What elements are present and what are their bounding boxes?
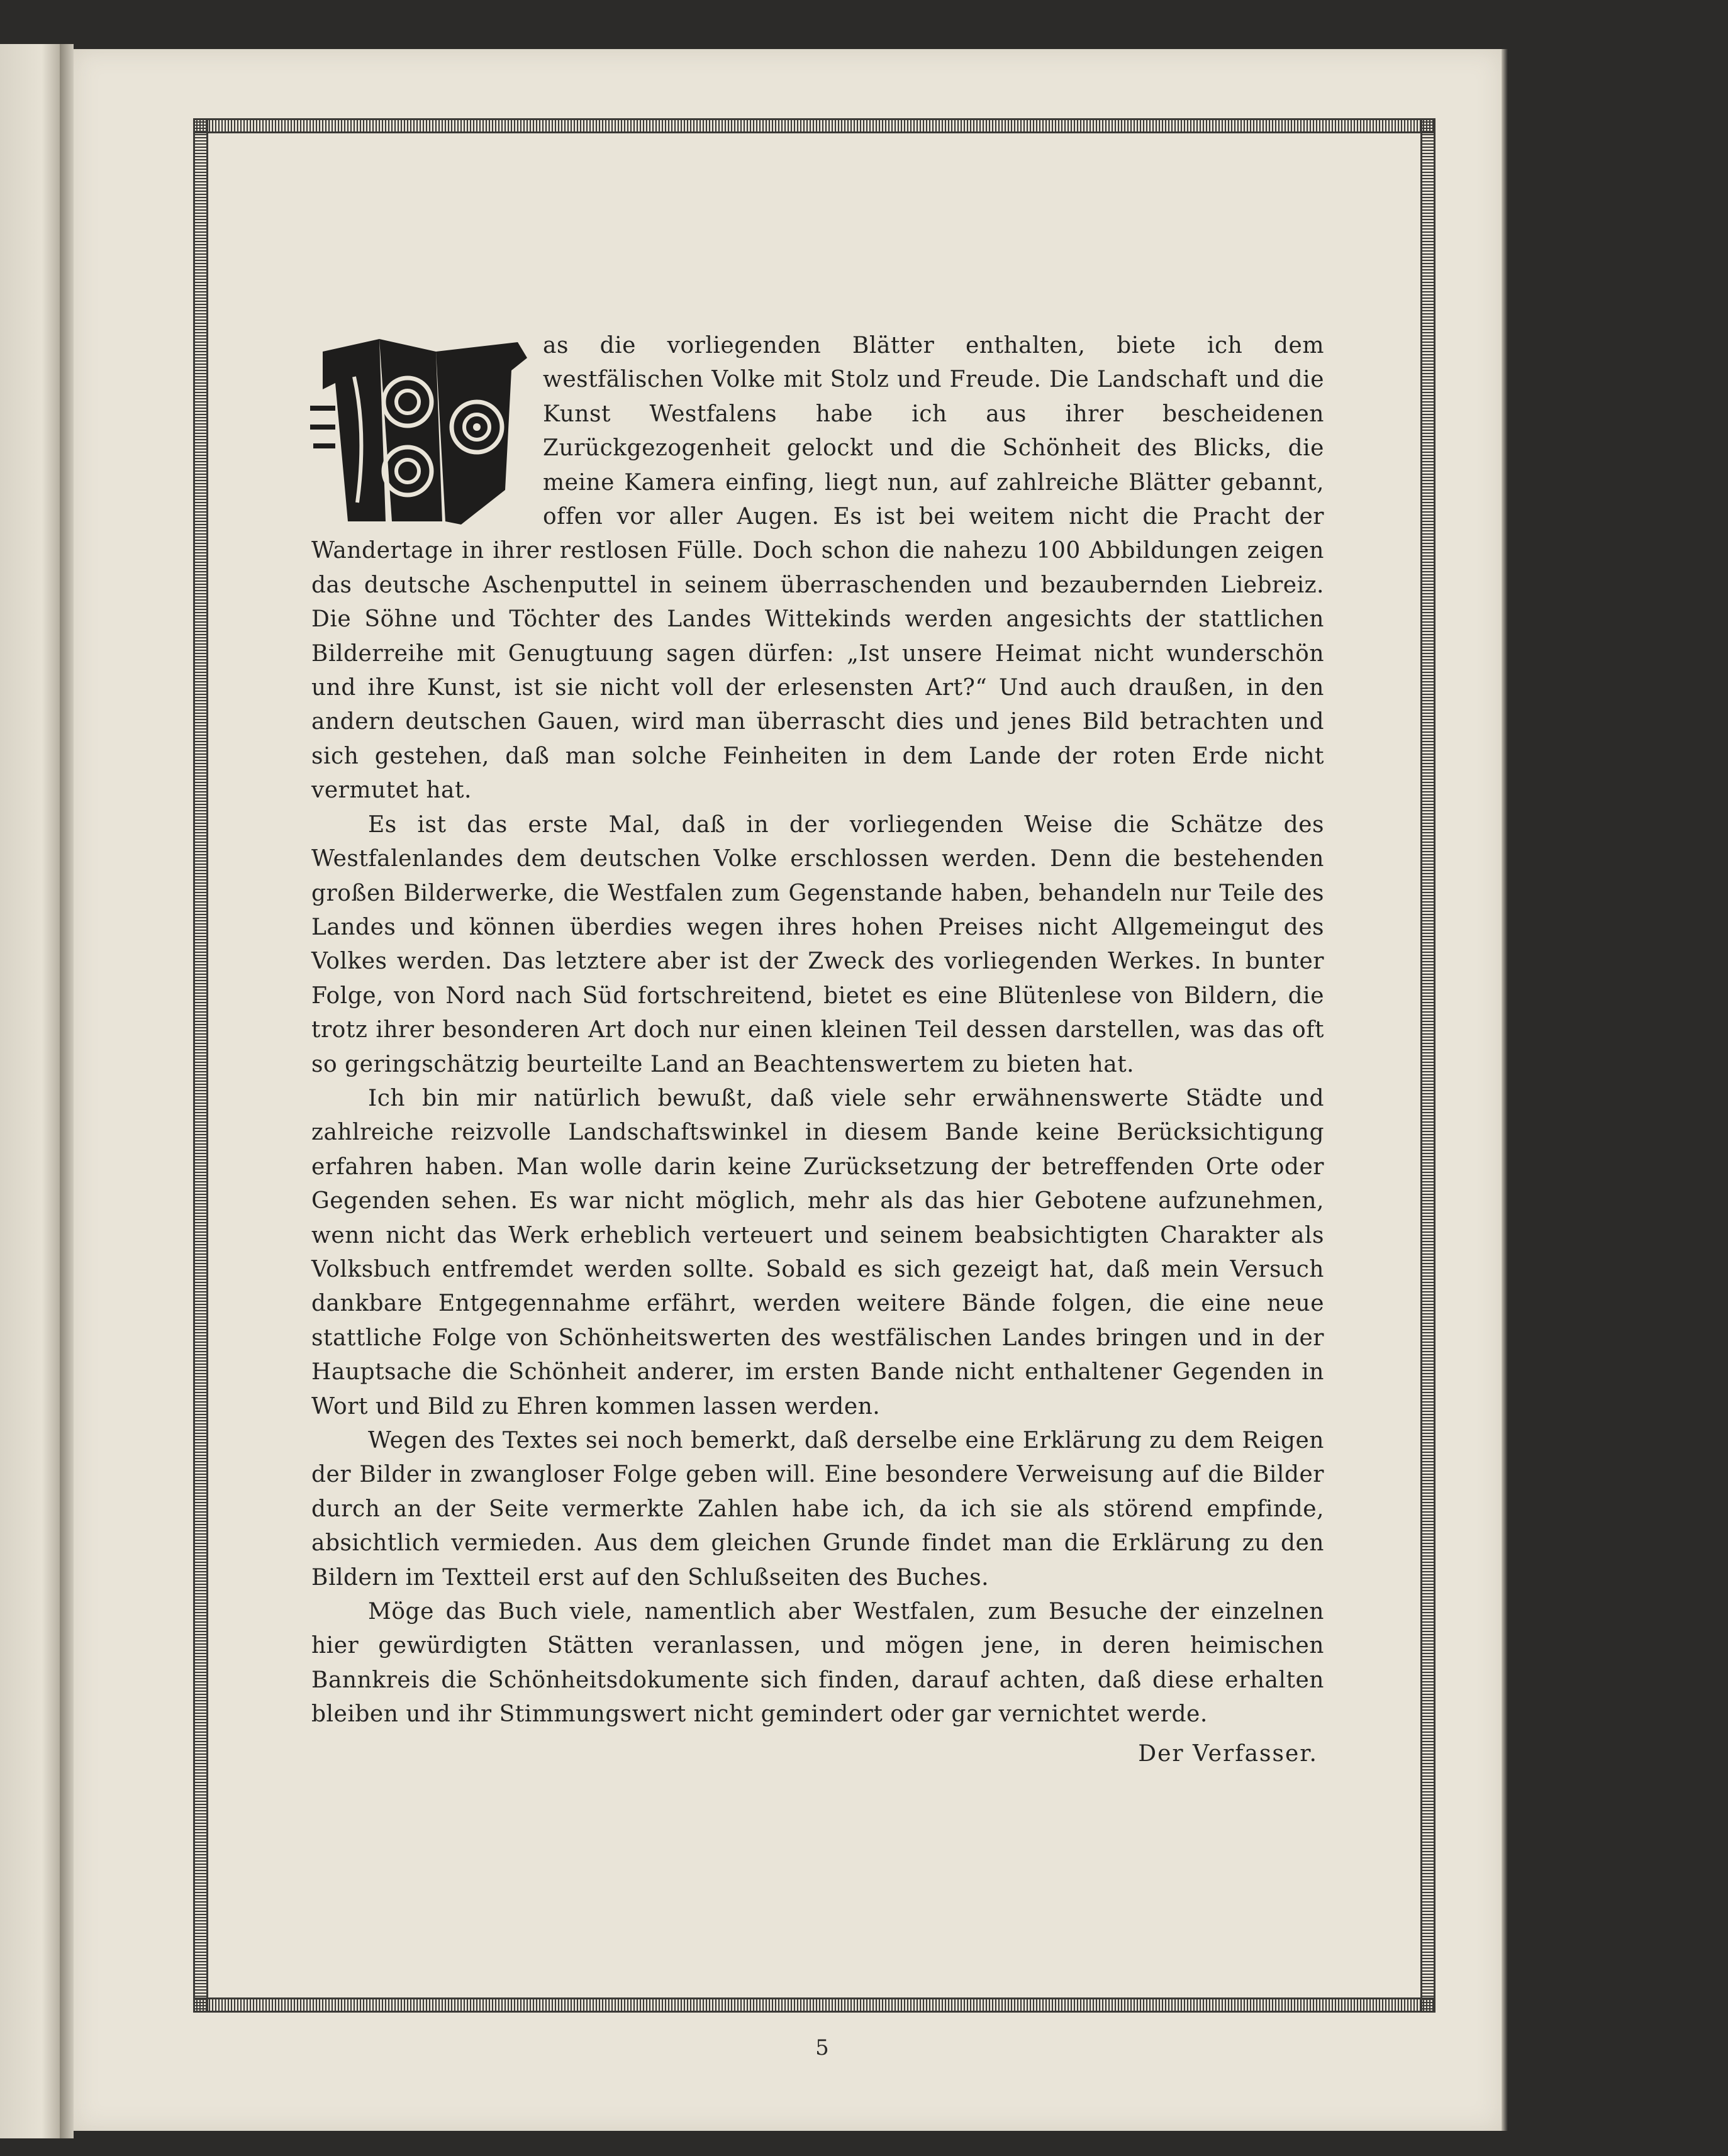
page-edge-shadow	[1502, 49, 1508, 2131]
ornamental-border-left	[193, 118, 208, 2013]
book-gutter	[60, 44, 74, 2138]
decorated-initial-w	[310, 333, 537, 534]
ornamental-border-bottom	[193, 1998, 1435, 2013]
ornamental-border-top	[193, 118, 1435, 133]
paragraph-1: as die vorliegenden Blätter enthalten, biete ich dem westfälischen Volke mit Stolz und Freude. Die Landschaft und die Kunst Westfalens habe ich aus ihrer bescheidenen Zurückgezogenheit gelockt und die Schönheit des Blicks, die meine Kamera einfing, liegt nun, auf zahlreiche Blätter gebannt, offen vor aller Augen. Es ist bei weitem nicht die Pracht der Wandertage in ihrer restlosen Fülle. Doch schon die nahezu 100 Abbildungen zeigen das deutsche Aschenputtel in seinem überraschenden und bezaubernden Liebreiz. Die Söhne und Töchter des Landes Wittekinds werden angesichts der stattlichen Bilderreihe mit Genugtuung sagen dürfen: „Ist unsere Heimat nicht wunderschön und ihre Kunst, ist sie nicht voll der erlesensten Art?“ Und auch draußen, in den andern deutschen Gauen, wird man überrascht dies und jenes Bild betrachten und sich gestehen, daß man solche Feinheiten in dem Lande der roten Erde nicht vermutet hat.	[311, 333, 1324, 804]
preface-text	[311, 329, 1324, 1771]
page-number: 5	[815, 2035, 829, 2060]
paragraph-2: Es ist das erste Mal, daß in der vorliegenden Weise die Schätze des Westfalenlandes dem deutschen Volke erschlossen werden. Denn die bestehenden großen Bilderwerke, die Westfalen zum Gegenstande haben, behandeln nur Teile des Landes und können überdies wegen ihres hohen Preises nicht Allgemeingut des Volkes werden. Das letztere aber ist der Zweck des vorliegenden Werkes. In bunter Folge, von Nord nach Süd fortschreitend, bietet es eine Blütenlese von Bildern, die trotz ihrer besonderen Art doch nur einen kleinen Teil dessen darstellen, was das oft so geringschätzig beurteilte Land an Beachtenswertem zu bieten hat.	[311, 811, 1324, 1077]
paragraph-5: Möge das Buch viele, namentlich aber Westfalen, zum Besuche der einzelnen hier gewürdigten Stätten veranlassen, und mögen jene, in deren heimischen Bannkreis die Schönheitsdokumente sich finden, darauf achten, daß diese erhalten bleiben und ihr Stimmungswert nicht gemindert oder gar vernichtet werde.	[311, 1599, 1324, 1728]
author-signature: Der Verfasser.	[1138, 1740, 1318, 1767]
ornamental-border-right	[1420, 118, 1435, 2013]
paragraph-3: Ich bin mir natürlich bewußt, daß viele sehr erwähnenswerte Städte und zahlreiche reizvolle Landschaftswinkel in diesem Bande keine Berücksichtigung erfahren haben. Man wolle darin keine Zurücksetzung der betreffenden Orte oder Gegenden sehen. Es war nicht möglich, mehr als das hier Gebotene aufzunehmen, wenn nicht das Werk erheblich verteuert und seinem beabsichtigten Charakter als Volksbuch entfremdet werden sollte. Sobald es sich gezeigt hat, daß mein Versuch dankbare Entgegennahme erfährt, werden weitere Bände folgen, die eine neue stattliche Folge von Schönheitswerten des westfälischen Landes bringen und in der Hauptsache die Schönheit anderer, im ersten Bande nicht enthaltener Gegenden in Wort und Bild zu Ehren kommen lassen werden.	[311, 1085, 1324, 1420]
book-page	[74, 49, 1502, 2131]
paragraph-4: Wegen des Textes sei noch bemerkt, daß derselbe eine Erklärung zu dem Reigen der Bilder in zwangloser Folge geben will. Eine besondere Verweisung auf die Bilder durch an der Seite vermerkte Zahlen habe ich, da ich sie als störend empfinde, absichtlich vermieden. Aus dem gleichen Grunde findet man die Erklärung zu den Bildern im Textteil erst auf den Schlußseiten des Buches.	[311, 1428, 1324, 1591]
left-page-edge	[0, 44, 60, 2138]
